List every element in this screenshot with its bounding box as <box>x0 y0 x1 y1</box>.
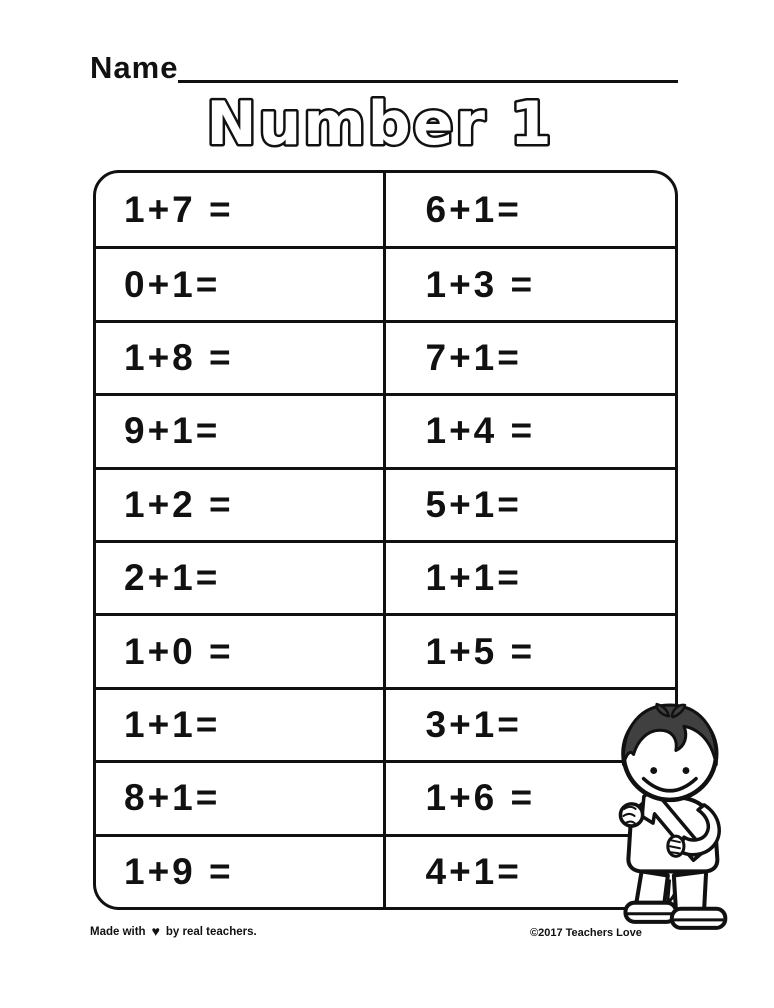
problem-cell: 1+6 = <box>386 760 676 833</box>
name-write-line <box>178 50 678 83</box>
by-real-teachers-text: by real teachers. <box>165 926 257 938</box>
problem-cell: 1+3 = <box>386 246 676 319</box>
problem-cell: 1+0 = <box>96 613 386 686</box>
page-title: Number 1 <box>206 89 554 159</box>
problem-cell: 1+4 = <box>386 393 676 466</box>
problem-cell: 1+9 = <box>96 834 386 907</box>
footer-credit <box>90 925 257 939</box>
boy-holding-number-one-illustration <box>606 698 774 940</box>
problem-cell: 7+1= <box>386 320 676 393</box>
problem-cell: 1+7 = <box>96 173 386 246</box>
heart-icon: ♥ <box>151 923 160 939</box>
problem-cell: 6+1= <box>425 188 522 230</box>
problem-cell: 0+1= <box>96 246 386 319</box>
problem-cell: 3+1= <box>386 687 676 760</box>
problem-cell: 8+1= <box>96 760 386 833</box>
problem-cell: 1+8 = <box>96 320 386 393</box>
problem-cell: 1+5 = <box>386 613 676 686</box>
problem-cell: 5+1= <box>386 467 676 540</box>
problems-table <box>93 170 678 910</box>
problem-cell: 9+1= <box>96 393 386 466</box>
copyright-text: ©2017 Teachers Love <box>530 927 642 939</box>
problem-cell: 1+1= <box>386 540 676 613</box>
name-label: Name <box>90 50 179 85</box>
problem-cell: 4+1= <box>386 834 676 907</box>
problem-cell: 1+2 = <box>96 467 386 540</box>
problem-cell: 2+1= <box>96 540 386 613</box>
made-with-text: Made with <box>90 926 146 938</box>
worksheet-title <box>0 88 774 166</box>
problem-cell: 1+1= <box>96 687 386 760</box>
